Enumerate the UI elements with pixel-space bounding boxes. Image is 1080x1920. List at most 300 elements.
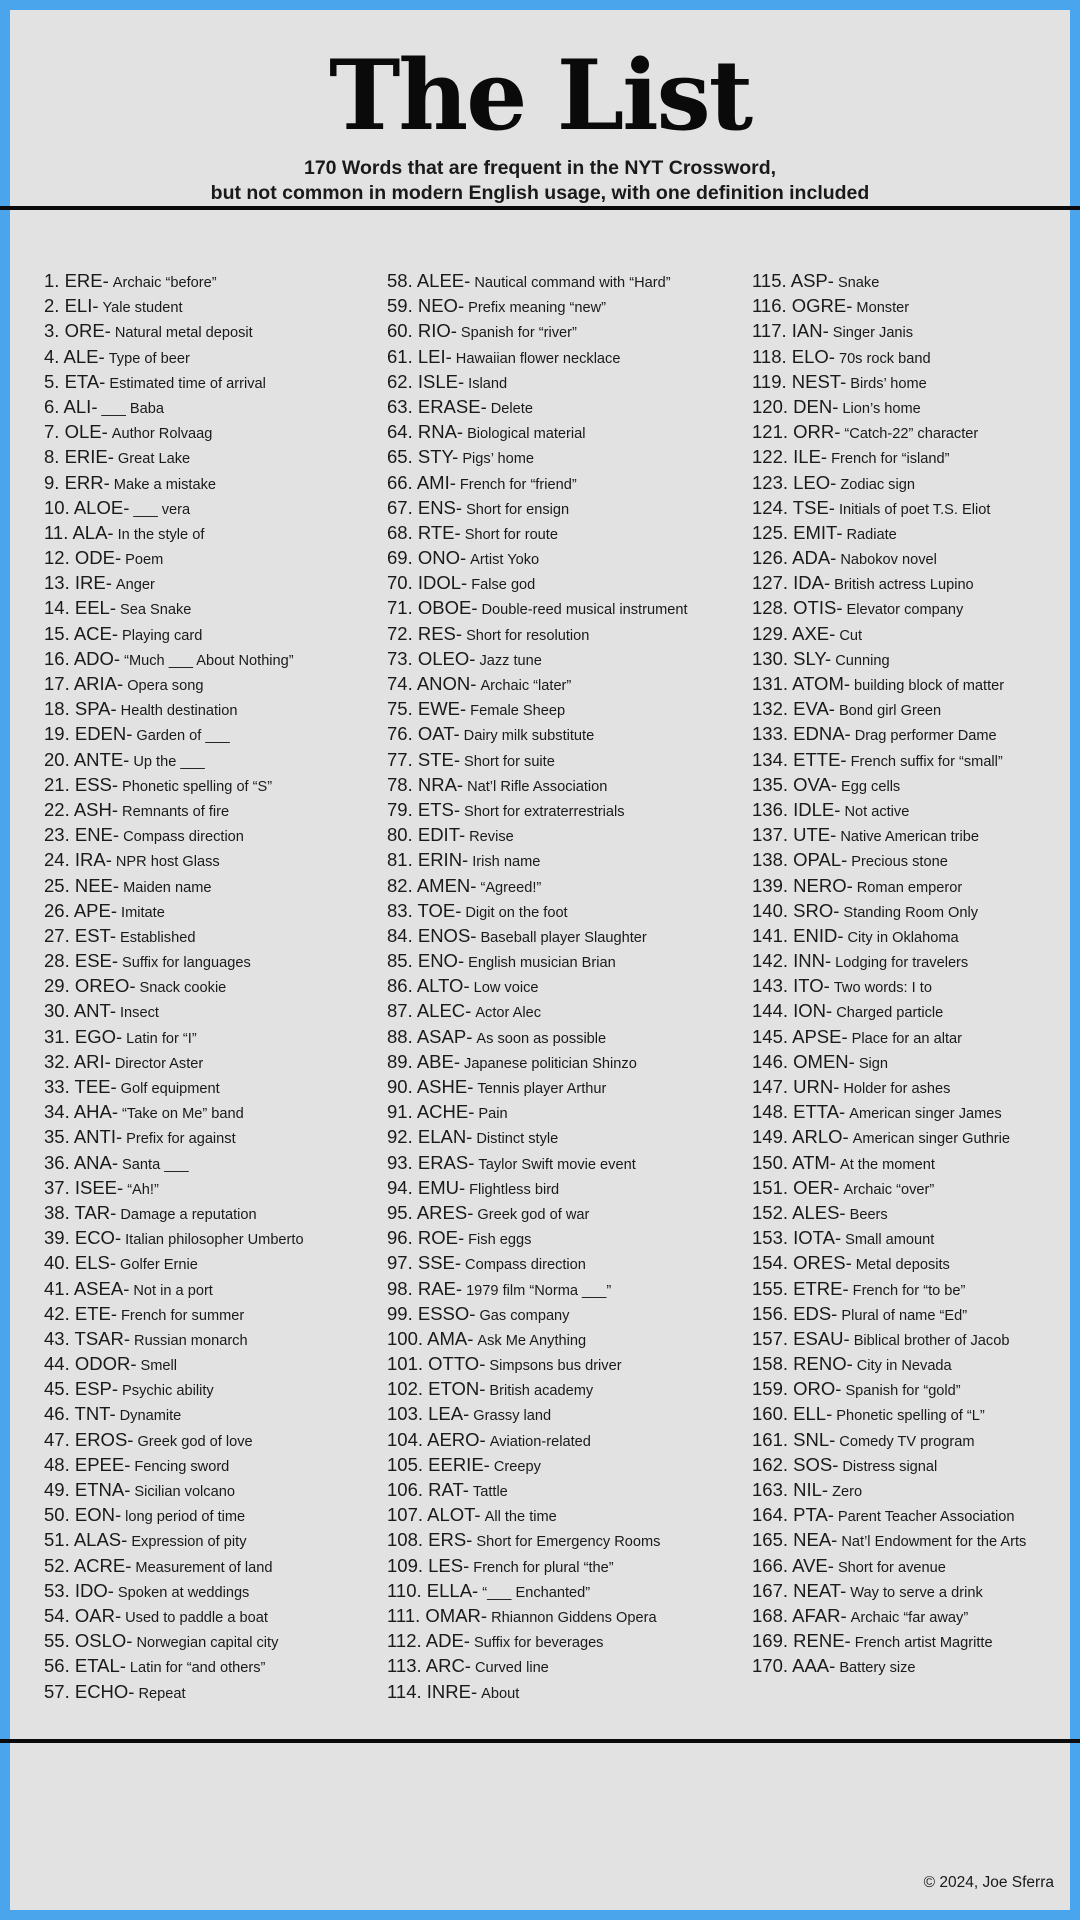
entry-word: 146. OMEN- [752, 1050, 855, 1072]
word-entry [44, 696, 384, 721]
entry-word: 17. ARIA- [44, 673, 124, 694]
entry-word: 144. ION- [752, 1000, 833, 1022]
word-entry [387, 671, 755, 696]
entry-definition: Remnants of fire [122, 803, 230, 820]
entry-word: 48. EPEE- [44, 1453, 131, 1475]
entry-definition: Drag performer Dame [854, 728, 997, 745]
entry-word: 28. ESE- [44, 950, 119, 972]
entry-word: 30. ANT- [44, 1000, 116, 1022]
entry-definition: Two words: I to [833, 980, 932, 997]
word-entry [44, 520, 384, 545]
word-entry [387, 1124, 755, 1149]
word-entry [387, 1452, 755, 1477]
entry-definition: Revise [469, 829, 514, 846]
entry-word: 123. LEO- [752, 471, 837, 493]
entry-definition: French for plural “the” [473, 1559, 614, 1576]
entry-definition: Santa ___ [122, 1156, 189, 1173]
word-entry [752, 293, 1070, 318]
entry-definition: Grassy land [473, 1408, 552, 1425]
word-entry [752, 1024, 1070, 1049]
word-entry [387, 696, 755, 721]
word-entry [44, 1351, 384, 1376]
entry-word: 136. IDLE- [752, 798, 841, 820]
word-entry [387, 822, 755, 847]
entry-definition: Make a mistake [113, 476, 216, 493]
word-entry [752, 923, 1070, 948]
entry-definition: Expression of pity [131, 1534, 247, 1551]
word-entry [44, 444, 384, 469]
entry-definition: False god [471, 577, 536, 594]
entry-word: 130. SLY- [752, 647, 832, 669]
word-entry [387, 973, 755, 998]
entry-definition: Japanese politician Shinzo [464, 1055, 637, 1072]
entry-definition: Latin for “and others” [129, 1660, 266, 1677]
entry-definition: Distress signal [842, 1458, 938, 1475]
entry-definition: As soon as possible [476, 1030, 607, 1047]
entry-word: 98. RAE- [387, 1277, 463, 1299]
entry-definition: Estimated time of arrival [109, 375, 266, 392]
entry-definition: “Catch-22” character [844, 426, 979, 443]
word-entry [44, 1276, 384, 1301]
entry-word: 13. IRE- [44, 572, 112, 594]
word-entry [387, 873, 755, 898]
word-entry [752, 470, 1070, 495]
word-entry [44, 293, 384, 318]
entry-word: 56. ETAL- [44, 1655, 126, 1677]
word-entry [752, 1578, 1070, 1603]
word-entry [387, 1553, 755, 1578]
word-entry [387, 1276, 755, 1301]
entry-word: 152. ALES- [752, 1201, 846, 1223]
entry-definition: Standing Room Only [843, 904, 979, 921]
word-entry [752, 1553, 1070, 1578]
entry-word: 4. ALE- [44, 345, 105, 367]
word-entry [387, 1628, 755, 1653]
word-entry [387, 1049, 755, 1074]
word-entry [387, 1074, 755, 1099]
word-entry [387, 1024, 755, 1049]
entry-word: 121. ORR- [752, 421, 841, 443]
entry-definition: building block of matter [854, 678, 1005, 694]
entry-definition: Repeat [138, 1685, 186, 1702]
word-list-column-1 [44, 268, 384, 1704]
word-entry [752, 948, 1070, 973]
word-entry [752, 1603, 1070, 1628]
entry-word: 148. ETTA- [752, 1101, 846, 1123]
word-entry [387, 923, 755, 948]
entry-definition: Measurement of land [135, 1559, 273, 1576]
entry-definition: Singer Janis [832, 325, 914, 342]
word-entry [44, 344, 384, 369]
entry-definition: French for “friend” [459, 476, 577, 493]
word-entry [387, 1427, 755, 1452]
entry-definition: Holder for ashes [843, 1081, 951, 1097]
entry-word: 128. OTIS- [752, 597, 843, 619]
word-entry [44, 721, 384, 746]
entry-word: 158. RENO- [752, 1353, 853, 1375]
entry-word: 52. ACRE- [44, 1554, 132, 1576]
entry-definition: About [481, 1685, 520, 1702]
entry-definition: Compass direction [123, 829, 244, 846]
entry-word: 36. ANA- [44, 1151, 119, 1173]
entry-definition: Short for Emergency Rooms [476, 1534, 661, 1551]
entry-word: 76. OAT- [387, 723, 460, 745]
word-entry [387, 797, 755, 822]
entry-definition: Imitate [121, 904, 165, 921]
word-entry [752, 344, 1070, 369]
word-entry [44, 1124, 384, 1149]
word-entry [752, 1502, 1070, 1527]
entry-word: 112. ADE- [387, 1630, 470, 1652]
word-entry [387, 470, 755, 495]
entry-definition: Anger [115, 577, 155, 594]
entry-definition: Insect [119, 1005, 159, 1022]
entry-word: 113. ARC- [387, 1655, 471, 1677]
entry-definition: Snack cookie [139, 980, 227, 997]
entry-definition: Short for suite [464, 753, 555, 770]
entry-definition: Phonetic spelling of “S” [122, 778, 273, 795]
entry-definition: Nat’l Endowment for the Arts [841, 1534, 1027, 1551]
entry-word: 15. ACE- [44, 622, 119, 644]
word-entry [752, 1326, 1070, 1351]
entry-definition: Short for ensign [466, 501, 570, 518]
word-list-column-3 [752, 268, 1070, 1679]
word-entry [44, 898, 384, 923]
entry-word: 71. OBOE- [387, 597, 478, 619]
entry-definition: Yale student [102, 300, 183, 317]
entry-word: 133. EDNA- [752, 723, 851, 745]
entry-word: 129. AXE- [752, 622, 836, 644]
bottom-divider [0, 1739, 1080, 1743]
word-entry [752, 873, 1070, 898]
word-entry [44, 998, 384, 1023]
word-entry [44, 1653, 384, 1678]
entry-definition: 1979 film “Norma ___” [466, 1282, 612, 1299]
entry-word: 74. ANON- [387, 673, 477, 694]
word-entry [752, 696, 1070, 721]
poster-subtitle-line-1: 170 Words that are frequent in the NYT Crossword, [303, 157, 777, 179]
entry-word: 20. ANTE- [44, 748, 130, 770]
word-entry [387, 1200, 755, 1225]
entry-definition: Pain [478, 1106, 508, 1123]
entry-definition: Simpsons bus driver [489, 1358, 622, 1375]
entry-word: 22. ASH- [44, 798, 119, 820]
entry-word: 107. ALOT- [387, 1504, 481, 1526]
entry-word: 63. ERASE- [387, 395, 487, 417]
entry-definition: Spoken at weddings [117, 1584, 250, 1601]
word-entry [387, 1603, 755, 1628]
word-entry [387, 1099, 755, 1124]
entry-word: 16. ADO- [44, 647, 121, 669]
word-entry [44, 1250, 384, 1275]
word-entry [752, 394, 1070, 419]
entry-word: 72. RES- [387, 622, 463, 644]
entry-definition: Roman emperor [856, 879, 963, 896]
entry-word: 55. OSLO- [44, 1630, 133, 1652]
word-entry [387, 545, 755, 570]
word-entry [752, 621, 1070, 646]
entry-word: 85. ENO- [387, 950, 465, 972]
entry-word: 57. ECHO- [44, 1680, 135, 1702]
entry-word: 49. ETNA- [44, 1479, 131, 1500]
entry-definition: long period of time [125, 1509, 246, 1526]
entry-word: 90. ASHE- [387, 1076, 474, 1097]
entry-word: 92. ELAN- [387, 1126, 473, 1148]
entry-definition: Pigs’ home [462, 451, 534, 468]
poster-sheet [10, 10, 1070, 1910]
entry-word: 88. ASAP- [387, 1025, 473, 1047]
word-entry [387, 1527, 755, 1552]
entry-definition: Golfer Ernie [120, 1257, 198, 1274]
word-entry [44, 1200, 384, 1225]
entry-definition: Greek god of love [137, 1433, 253, 1450]
entry-word: 53. IDO- [44, 1579, 114, 1601]
entry-word: 35. ANTI- [44, 1126, 123, 1148]
entry-definition: Nabokov novel [840, 552, 937, 569]
entry-definition: Island [468, 375, 508, 392]
entry-word: 96. ROE- [387, 1227, 465, 1249]
word-entry [752, 1074, 1070, 1099]
word-entry [387, 1653, 755, 1678]
entry-word: 95. ARES- [387, 1201, 474, 1223]
entry-word: 156. EDS- [752, 1302, 838, 1324]
entry-word: 42. ETE- [44, 1302, 117, 1324]
entry-definition: Psychic ability [122, 1383, 214, 1400]
entry-definition: Beers [849, 1206, 888, 1223]
entry-word: 43. TSAR- [44, 1327, 131, 1349]
entry-word: 134. ETTE- [752, 748, 847, 770]
word-entry [44, 1175, 384, 1200]
word-entry [387, 394, 755, 419]
entry-definition: Latin for “I” [126, 1030, 197, 1047]
entry-definition: Spanish for “gold” [845, 1383, 961, 1400]
word-entry [387, 369, 755, 394]
word-entry [752, 1200, 1070, 1225]
entry-word: 160. ELL- [752, 1403, 833, 1425]
word-entry [752, 1427, 1070, 1452]
word-entry [752, 1175, 1070, 1200]
word-entry [752, 772, 1070, 797]
entry-word: 24. IRA- [44, 849, 112, 871]
entry-definition: Flightless bird [469, 1181, 560, 1198]
entry-definition: Sign [858, 1055, 889, 1072]
word-entry [44, 873, 384, 898]
word-entry [387, 570, 755, 595]
entry-definition: Greek god of war [477, 1206, 590, 1223]
entry-definition: Archaic “over” [843, 1181, 935, 1198]
entry-definition: American singer Guthrie [852, 1131, 1011, 1148]
word-entry [44, 1578, 384, 1603]
entry-word: 47. EROS- [44, 1428, 134, 1450]
word-entry [387, 948, 755, 973]
word-entry [44, 973, 384, 998]
word-entry [387, 1326, 755, 1351]
entry-definition: Birds’ home [850, 375, 927, 392]
entry-word: 97. SSE- [387, 1252, 462, 1274]
word-entry [387, 318, 755, 343]
entry-definition: Up the ___ [133, 753, 205, 770]
entry-definition: Irish name [472, 854, 541, 871]
word-entry [387, 293, 755, 318]
entry-definition: Established [119, 929, 196, 946]
word-entry [387, 268, 755, 293]
entry-word: 44. ODOR- [44, 1353, 137, 1375]
entry-word: 106. RAT- [387, 1479, 469, 1500]
entry-definition: Used to paddle a boat [125, 1609, 268, 1626]
entry-word: 45. ESP- [44, 1378, 119, 1400]
entry-definition: Tennis player Arthur [477, 1081, 607, 1097]
entry-word: 54. OAR- [44, 1604, 122, 1626]
word-entry [387, 595, 755, 620]
word-entry [44, 1401, 384, 1426]
entry-word: 145. APSE- [752, 1025, 848, 1047]
entry-word: 51. ALAS- [44, 1529, 128, 1551]
word-entry [387, 772, 755, 797]
word-entry [44, 1024, 384, 1049]
entry-word: 168. AFAR- [752, 1604, 847, 1626]
entry-definition: Archaic “later” [480, 678, 572, 694]
word-entry [44, 646, 384, 671]
word-entry [44, 1074, 384, 1099]
word-entry [44, 847, 384, 872]
entry-word: 125. EMIT- [752, 521, 843, 543]
word-entry [387, 646, 755, 671]
entry-word: 147. URN- [752, 1076, 840, 1097]
entry-definition: Low voice [473, 980, 539, 997]
word-entry [752, 822, 1070, 847]
word-entry [387, 1225, 755, 1250]
word-entry [752, 419, 1070, 444]
entry-definition: “Take on Me” band [122, 1106, 244, 1123]
entry-word: 149. ARLO- [752, 1126, 849, 1148]
poster-title: The List [328, 39, 752, 152]
word-entry [387, 847, 755, 872]
word-entry [752, 444, 1070, 469]
word-entry [44, 545, 384, 570]
word-entry [387, 495, 755, 520]
entry-definition: Baseball player Slaughter [480, 929, 647, 946]
word-entry [44, 1477, 384, 1502]
entry-definition: Director Aster [114, 1055, 204, 1072]
entry-word: 100. AMA- [387, 1327, 474, 1349]
entry-definition: Suffix for beverages [473, 1635, 604, 1652]
entry-word: 25. NEE- [44, 874, 120, 896]
entry-definition: Short for avenue [837, 1559, 946, 1576]
entry-definition: Monster [856, 300, 910, 317]
word-entry [387, 1250, 755, 1275]
entry-definition: Curved line [474, 1660, 549, 1677]
word-entry [44, 948, 384, 973]
entry-definition: Prefix meaning “new” [468, 300, 606, 317]
top-divider [0, 206, 1080, 210]
word-entry [752, 545, 1070, 570]
word-entry [752, 1124, 1070, 1149]
entry-definition: Smell [140, 1358, 178, 1375]
entry-word: 86. ALTO- [387, 975, 470, 997]
entry-definition: Snake [837, 275, 880, 291]
word-entry [752, 1225, 1070, 1250]
entry-word: 138. OPAL- [752, 849, 848, 871]
word-entry [752, 1351, 1070, 1376]
entry-word: 46. TNT- [44, 1403, 116, 1425]
word-entry [752, 1250, 1070, 1275]
entry-word: 87. ALEC- [387, 1000, 472, 1022]
word-entry [752, 570, 1070, 595]
entry-word: 99. ESSO- [387, 1302, 476, 1324]
word-entry [752, 318, 1070, 343]
entry-definition: Small amount [845, 1232, 935, 1249]
entry-definition: NPR host Glass [115, 854, 220, 871]
entry-word: 7. OLE- [44, 421, 108, 443]
word-entry [752, 646, 1070, 671]
word-entry [44, 595, 384, 620]
entry-definition: Russian monarch [134, 1332, 248, 1349]
word-entry [44, 621, 384, 646]
entry-word: 23. ENE- [44, 824, 120, 846]
entry-word: 157. ESAU- [752, 1327, 850, 1349]
entry-definition: Phonetic spelling of “L” [836, 1408, 985, 1425]
entry-word: 139. NERO- [752, 874, 853, 896]
entry-word: 115. ASP- [752, 270, 834, 291]
entry-definition: Poem [125, 552, 164, 569]
word-entry [752, 1628, 1070, 1653]
word-entry [44, 1049, 384, 1074]
entry-definition: Not active [844, 803, 910, 820]
entry-word: 5. ETA- [44, 370, 106, 392]
entry-word: 3. ORE- [44, 320, 111, 342]
entry-definition: Type of beer [108, 350, 190, 367]
entry-definition: Female Sheep [470, 703, 566, 720]
entry-definition: “Much ___ About Nothing” [124, 652, 294, 669]
entry-definition: Health destination [120, 703, 238, 720]
entry-word: 143. ITO- [752, 975, 830, 997]
entry-word: 66. AMI- [387, 471, 456, 493]
entry-word: 62. ISLE- [387, 370, 465, 392]
word-entry [752, 369, 1070, 394]
word-entry [44, 419, 384, 444]
entry-definition: Nat’l Rifle Association [467, 778, 608, 795]
poster-subtitle-line-2: but not common in modern English usage, with one definition included [210, 182, 870, 204]
word-entry [752, 1276, 1070, 1301]
entry-word: 109. LES- [387, 1554, 470, 1576]
entry-word: 83. TOE- [387, 899, 462, 921]
entry-definition: Metal deposits [855, 1257, 950, 1274]
copyright-notice: © 2024, Joe Sferra [923, 1874, 1054, 1891]
word-entry [44, 394, 384, 419]
word-entry [44, 1150, 384, 1175]
entry-word: 163. NIL- [752, 1479, 829, 1500]
word-entry [752, 1527, 1070, 1552]
entry-word: 118. ELO- [752, 345, 835, 367]
word-entry [387, 721, 755, 746]
entry-word: 78. NRA- [387, 773, 464, 795]
entry-word: 119. NEST- [752, 370, 847, 392]
word-entry [387, 419, 755, 444]
word-entry [387, 998, 755, 1023]
word-entry [387, 344, 755, 369]
entry-definition: City in Oklahoma [847, 929, 959, 946]
word-entry [44, 1099, 384, 1124]
entry-word: 79. ETS- [387, 798, 460, 820]
entry-definition: French for “to be” [852, 1282, 966, 1299]
word-list-column-2 [387, 268, 755, 1704]
entry-word: 2. ELI- [44, 295, 99, 317]
entry-word: 21. ESS- [44, 773, 119, 795]
entry-word: 164. PTA- [752, 1504, 834, 1526]
entry-word: 101. OTTO- [387, 1353, 486, 1375]
entry-word: 170. AAA- [752, 1655, 836, 1677]
entry-definition: “Ah!” [127, 1181, 159, 1198]
